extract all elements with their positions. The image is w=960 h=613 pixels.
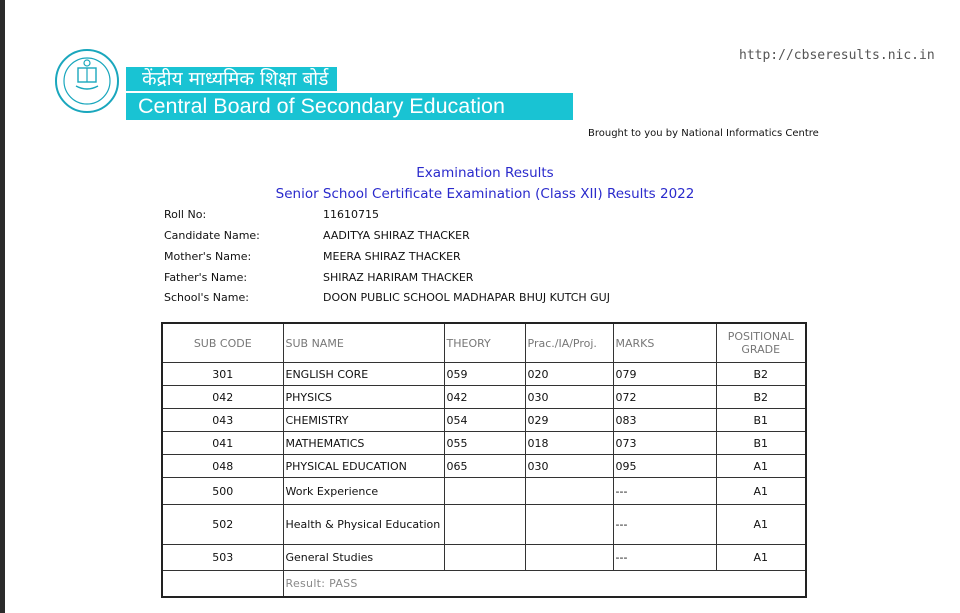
marks-cell: 083 — [613, 409, 716, 432]
roll-no-value: 11610715 — [323, 208, 379, 221]
practical-cell — [525, 545, 613, 571]
sub-code-cell: 502 — [162, 505, 283, 545]
sub-name-cell: PHYSICAL EDUCATION — [283, 455, 444, 478]
credit-text: Brought to you by National Informatics Centre — [588, 128, 819, 139]
practical-cell — [525, 478, 613, 505]
marks-cell: --- — [613, 505, 716, 545]
marks-cell: 072 — [613, 386, 716, 409]
result-cell: Result: PASS — [283, 571, 806, 597]
father-name-label: Father's Name: — [164, 271, 248, 284]
theory-cell: 065 — [444, 455, 525, 478]
practical-cell: 018 — [525, 432, 613, 455]
table-row — [162, 363, 806, 386]
exam-subtitle: Senior School Certificate Examination (Class XII) Results 2022 — [275, 186, 695, 202]
theory-cell: 059 — [444, 363, 525, 386]
grade-cell: B2 — [716, 386, 806, 409]
grade-cell: B1 — [716, 432, 806, 455]
table-row — [162, 386, 806, 409]
sub-code-cell: 048 — [162, 455, 283, 478]
practical-cell: 029 — [525, 409, 613, 432]
sub-name-cell: General Studies — [283, 545, 444, 571]
sub-code-cell: 041 — [162, 432, 283, 455]
marks-cell: 073 — [613, 432, 716, 455]
sub-name-cell: PHYSICS — [283, 386, 444, 409]
header-marks: MARKS — [613, 323, 716, 363]
candidate-name-value: AADITYA SHIRAZ THACKER — [323, 229, 470, 242]
header-positional-grade: POSITIONAL GRADE — [716, 323, 806, 363]
sub-code-cell: 301 — [162, 363, 283, 386]
result-empty-cell — [162, 571, 283, 597]
school-name-label: School's Name: — [164, 291, 249, 304]
header-practical: Prac./IA/Proj. — [525, 323, 613, 363]
grade-cell: B1 — [716, 409, 806, 432]
sub-name-cell: Work Experience — [283, 478, 444, 505]
grade-cell: A1 — [716, 455, 806, 478]
roll-no-label: Roll No: — [164, 208, 207, 221]
mother-name-label: Mother's Name: — [164, 250, 252, 263]
marks-cell: 079 — [613, 363, 716, 386]
school-name-value: DOON PUBLIC SCHOOL MADHAPAR BHUJ KUTCH GUJ — [323, 291, 610, 304]
header-theory: THEORY — [444, 323, 525, 363]
table-row — [162, 455, 806, 478]
grade-cell: A1 — [716, 545, 806, 571]
grade-cell: A1 — [716, 478, 806, 505]
marks-cell: --- — [613, 478, 716, 505]
header-sub-code: SUB CODE — [162, 323, 283, 363]
practical-cell — [525, 505, 613, 545]
table-row — [162, 545, 806, 571]
site-url: http://cbseresults.nic.in — [739, 48, 935, 63]
board-name-hindi: केंद्रीय माध्यमिक शिक्षा बोर्ड — [126, 67, 337, 91]
sub-code-cell: 503 — [162, 545, 283, 571]
table-row — [162, 409, 806, 432]
exam-title: Examination Results — [416, 165, 554, 181]
practical-cell: 030 — [525, 386, 613, 409]
cbse-emblem-icon — [54, 48, 120, 114]
grade-cell: B2 — [716, 363, 806, 386]
theory-cell: 054 — [444, 409, 525, 432]
theory-cell — [444, 505, 525, 545]
result-row — [162, 571, 806, 597]
father-name-value: SHIRAZ HARIRAM THACKER — [323, 271, 474, 284]
theory-cell — [444, 478, 525, 505]
table-row — [162, 505, 806, 545]
sub-code-cell: 042 — [162, 386, 283, 409]
marks-table — [161, 322, 807, 598]
sub-name-cell: CHEMISTRY — [283, 409, 444, 432]
table-header-row — [162, 323, 806, 363]
marks-cell: 095 — [613, 455, 716, 478]
theory-cell: 042 — [444, 386, 525, 409]
practical-cell: 020 — [525, 363, 613, 386]
sub-code-cell: 500 — [162, 478, 283, 505]
sub-name-cell: ENGLISH CORE — [283, 363, 444, 386]
theory-cell: 055 — [444, 432, 525, 455]
table-row — [162, 478, 806, 505]
window-edge — [0, 0, 5, 613]
grade-cell: A1 — [716, 505, 806, 545]
table-row — [162, 432, 806, 455]
theory-cell — [444, 545, 525, 571]
board-name-english: Central Board of Secondary Education — [126, 93, 573, 120]
sub-code-cell: 043 — [162, 409, 283, 432]
header-sub-name: SUB NAME — [283, 323, 444, 363]
sub-name-cell: MATHEMATICS — [283, 432, 444, 455]
practical-cell: 030 — [525, 455, 613, 478]
marks-cell: --- — [613, 545, 716, 571]
mother-name-value: MEERA SHIRAZ THACKER — [323, 250, 461, 263]
candidate-name-label: Candidate Name: — [164, 229, 260, 242]
sub-name-cell: Health & Physical Education — [283, 505, 444, 545]
